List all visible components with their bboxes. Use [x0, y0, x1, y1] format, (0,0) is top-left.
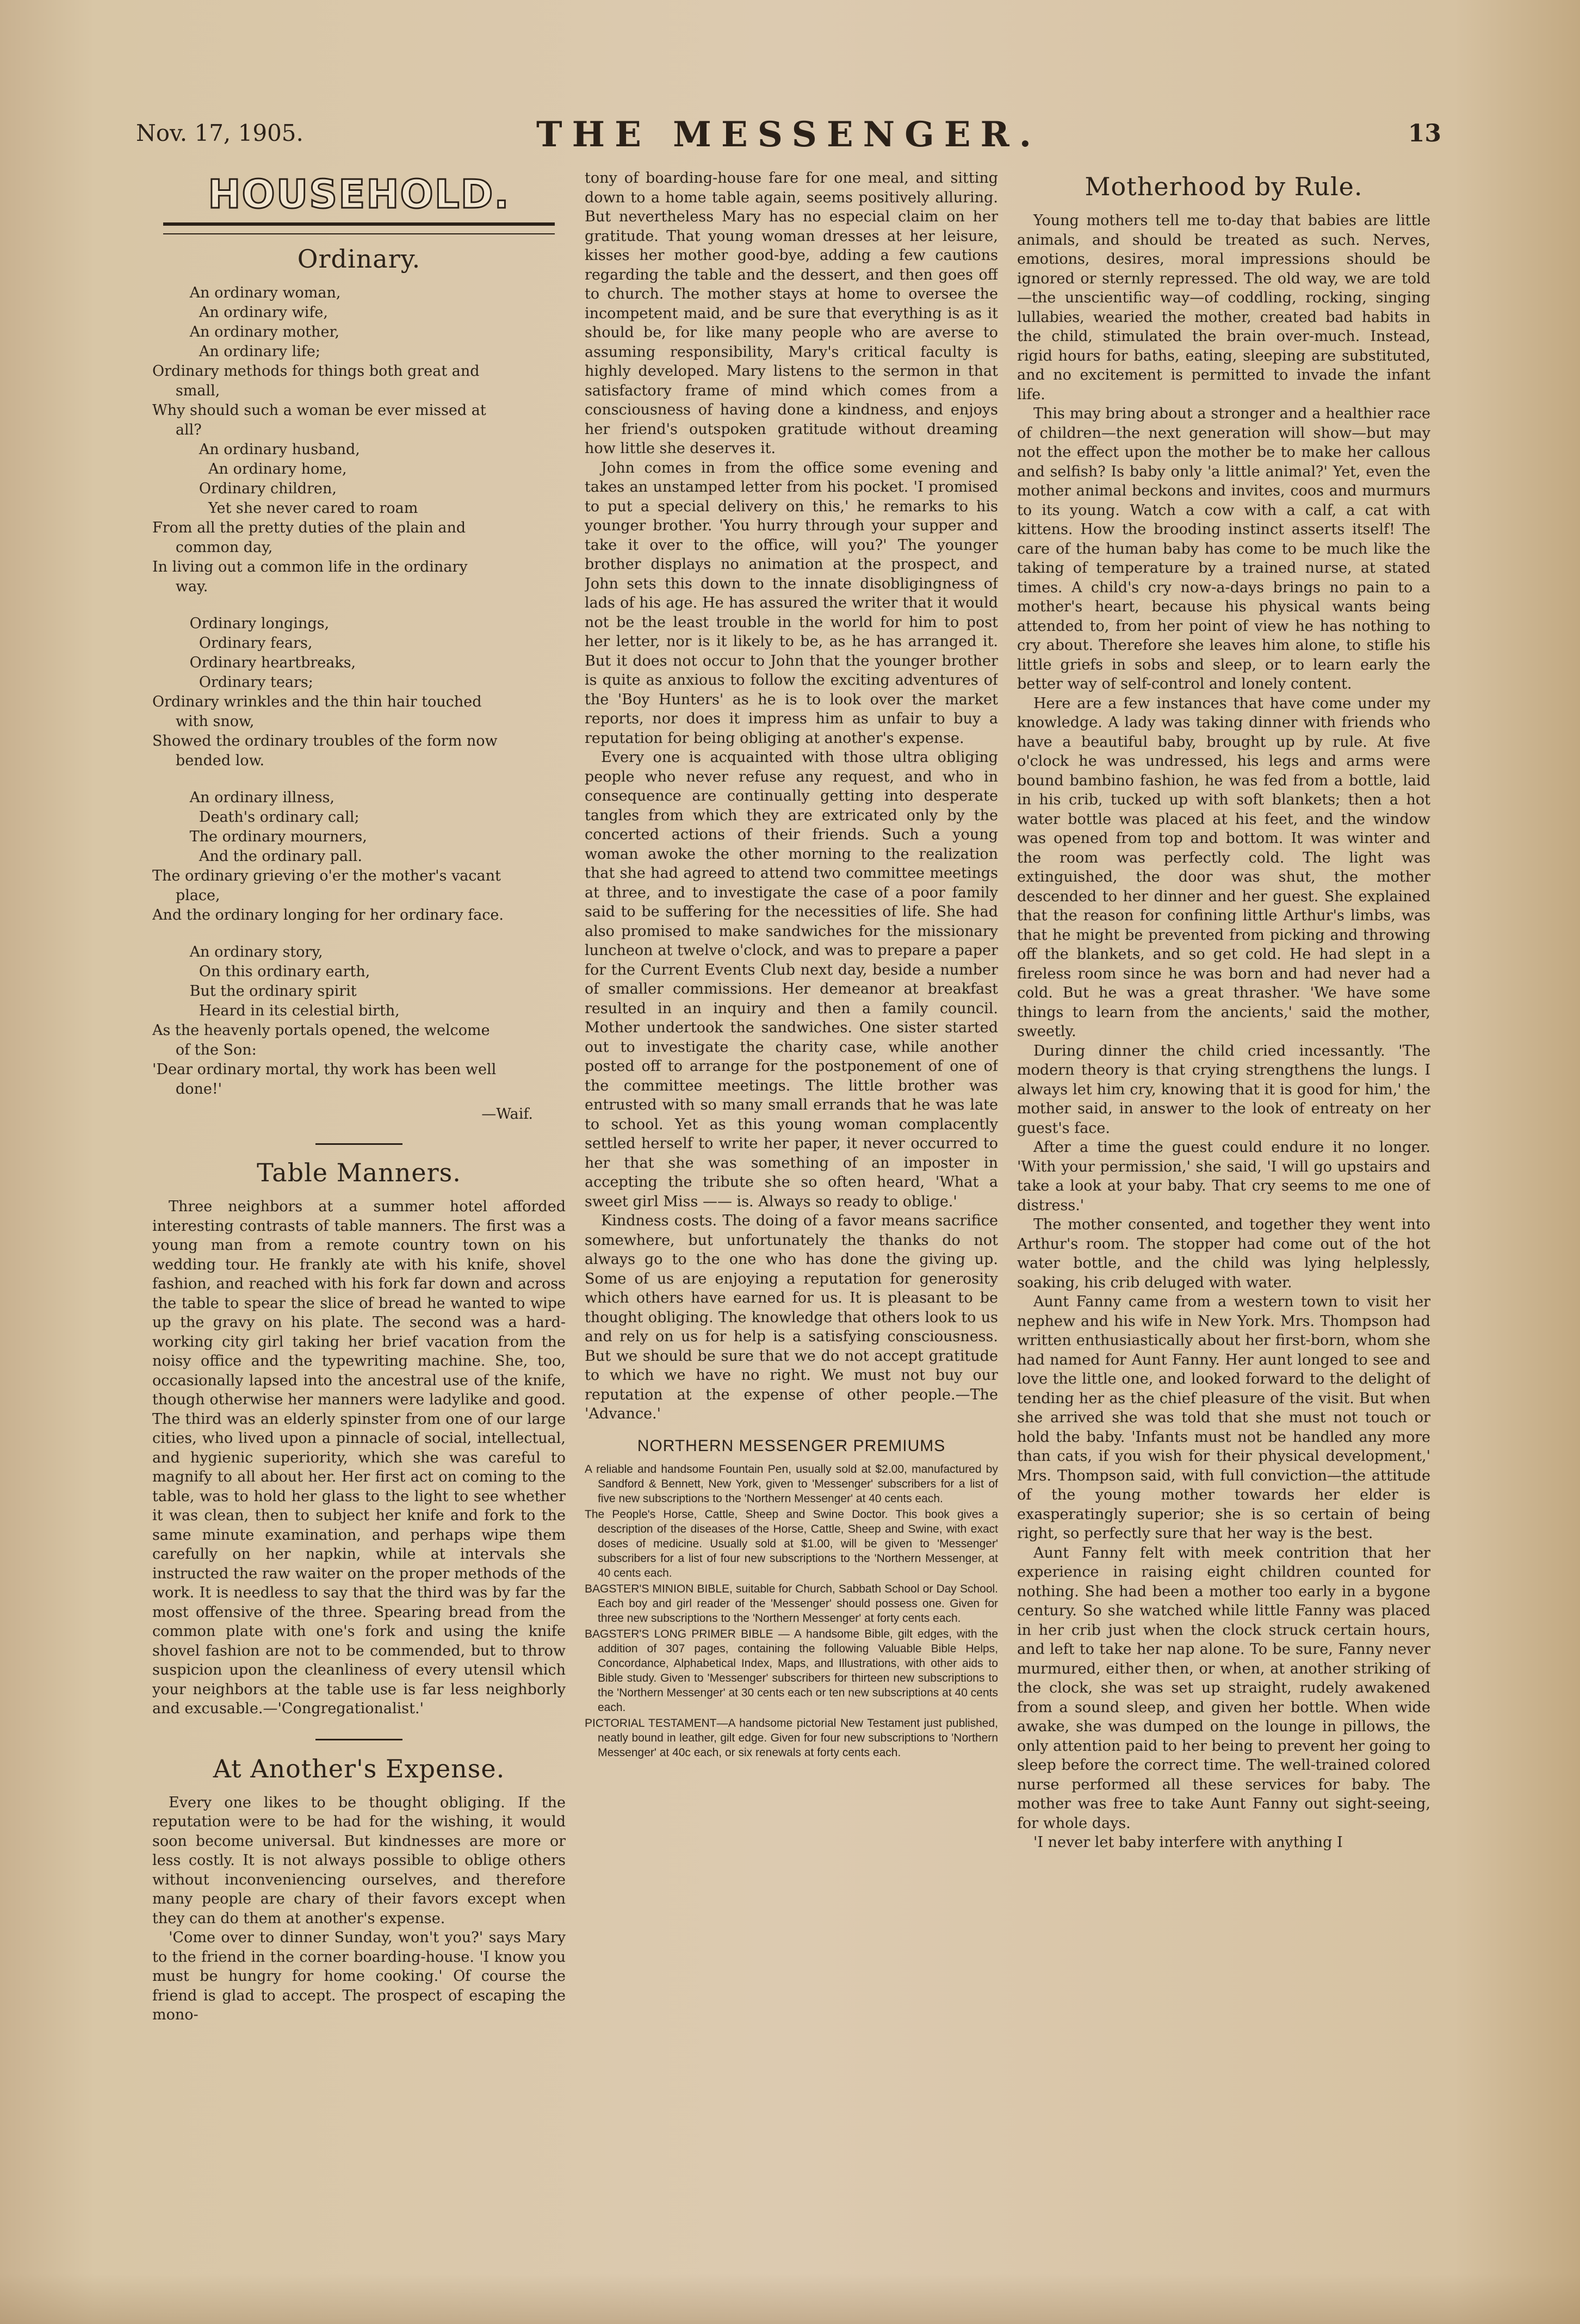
premium-item: PICTORIAL TESTAMENT—A handsome pictorial New Testament just published, neatly bound in leather, gilt edge. Given for four new subscriptions to 'Northern Messenger' at 40c each, or six renewals at forty cents each.: [585, 1716, 998, 1759]
premiums-heading: NORTHERN MESSENGER PREMIUMS: [637, 1436, 946, 1455]
section-heading: HOUSEHOLD.: [208, 171, 510, 217]
premium-item: The People's Horse, Cattle, Sheep and Swine Doctor. This book gives a description of the diseases of the Horse, Cattle, Sheep and Swine, with exact doses of medicine. Usually sold at $1.00, will be given to 'Messenger' subscribers for a list of four new subscriptions to the 'Northern Messenger, at 40 cents each.: [585, 1508, 998, 1579]
poem-line: The ordinary mourners,: [152, 828, 367, 845]
paragraph: Aunt Fanny felt with meek contrition that her experience in raising eight children counted for nothing. She had been a mother too early in a bygone century. So she watched while little Fanny was placed in her crib just when the clock struck certain hours, and left to take her nap alone. To be sure, Fanny never murmured, either then, or when, at another striking of the clock, she was set up straight, rudely awakened from a sound sleep, and given her bottle. When wide awake, she was dumped on the lounge in pillows, the only attention paid to her being to prevent her going to sleep before the correct time. The well-trained colored nurse performed all these services for baby. The mother was free to take Aunt Fanny out sight-seeing, for whole days.: [1017, 1544, 1430, 1832]
masthead-title: THE MESSENGER.: [536, 114, 1041, 155]
page-number: 13: [1408, 120, 1441, 147]
poem-line: Ordinary wrinkles and the thin hair touched: [152, 693, 482, 710]
article-title: At Another's Expense.: [213, 1753, 505, 1783]
article-body: [585, 169, 998, 1424]
paragraph: Kindness costs. The doing of a favor means sacrifice somewhere, but unfortunately the thanks do not always go to the one who has done the giving up. Some of us are enjoying a reputation for generosity which others have earned for us. It is pleasant to be thought obliging. The knowledge that others look to us and rely on us for help is a satisfying consciousness. But we should be sure that we do not accept gratitude to which we have no right. We must not buy our reputation at the expense of other people.—The 'Advance.': [585, 1212, 998, 1422]
poem-line: Ordinary longings,: [152, 615, 330, 632]
poem-stanza: [152, 943, 566, 1099]
paragraph: Every one likes to be thought obliging. If the reputation were to be had for the wishing, it would soon become universal. But kindnesses are more or less costly. It is not always possible to oblige others without inconveniencing ourselves, and therefore many people are chary of their favors except when they can do them at another's expense.: [152, 1794, 566, 1927]
poem-line: Ordinary fears,: [152, 635, 313, 652]
poem-line: An ordinary illness,: [152, 789, 335, 806]
poem-line: An ordinary story,: [152, 944, 323, 960]
poem-stanza: [152, 788, 566, 925]
poem-line: Yet she never cared to roam: [152, 500, 418, 517]
paragraph: Every one is acquainted with those ultra obliging people who never refuse any request, and who in consequence are continually getting into desperate tangles from which they are extricated only by the concerted actions of their friends. Such a young woman awoke the other morning to the realization that she had agreed to attend two committee meetings at three, and to investigate the case of a poor family said to be suffering for the necessities of life. She had also promised to make sandwiches for the missionary luncheon at twelve o'clock, and was to prepare a paper for the Current Events Club next day, beside a number of smaller commissions. Her demeanor at breakfast resulted in an inquiry and then a family council. Mother undertook the sandwiches. One sister started out to investigate the charity case, while another posted off to arrange for the postponement of one of the committee meetings. The little brother was entrusted with so many small errands that he was late to school. Yet as this young woman complacently settled herself to write her paper, it never occurred to her that she was something of an imposter in accepting the tribute she so often heard, 'What a sweet girl Miss —— is. Always so ready to oblige.': [585, 749, 998, 1210]
paragraph: John comes in from the office some evening and takes an unstamped letter from his pocket. 'I promised to put a special delivery on this,' he remarks to his younger brother. 'You hurry through your supper and take it over to the office, will you?' The younger brother displays no animation at the prospect, and John sets this down to the innate disobligingness of lads of his age. He has assured the writer that it would not be the least trouble in the world for him to post her letter, nor is it likely to be, as he has arranged it. But it does not occur to John that the younger brother is quite as anxious to follow the exciting adventures of the 'Boy Hunters' as he is to look over the market reports, nor does it impress him as unfair to buy a reputation for being obliging at another's expense.: [585, 459, 998, 747]
paragraph: The mother consented, and together they went into Arthur's room. The stopper had come out of the hot water bottle, and the child was lying helplessly, soaking, his crib deluged with water.: [1017, 1216, 1430, 1291]
paragraph: During dinner the child cried incessantly. 'The modern theory is that crying strengthens the lungs. I always let him cry, knowing that it is good for him,' the mother said, in answer to the look of entreaty on her guest's face.: [1017, 1042, 1430, 1137]
paragraph: This may bring about a stronger and a healthier race of children—the next generation will show—but may not the effect upon the mother be to make her callous and selfish? Is baby only 'a little animal?' Yet, even the mother animal beckons and invites, coos and murmurs to its young. Watch a cow with a calf, a cat with kittens. How the brooding instinct asserts itself! The care of the human baby has come to be much like the taking of temperature by a trained nurse, at stated times. A child's cry now-a-days brings no pain to a mother's heart, because his physical wants being attended to, from her point of view he has nothing to cry about. Therefore she leaves him alone, to stifle his little griefs in sobs and sleep, or to learn early the better way of self-control and lonely content.: [1017, 405, 1430, 692]
poem-line: small,: [152, 382, 220, 399]
poem-line: An ordinary woman,: [152, 284, 341, 301]
poem-line: From all the pretty duties of the plain and: [152, 519, 466, 536]
poem-stanza: [152, 283, 566, 597]
poem-title: Ordinary.: [297, 244, 421, 274]
poem-line: And the ordinary pall.: [152, 848, 362, 865]
poem-line: An ordinary home,: [152, 461, 347, 478]
poem-line: But the ordinary spirit: [152, 983, 357, 1000]
paragraph: Here are a few instances that have come under my knowledge. A lady was taking dinner with friends who have a beautiful baby, brought up by rule. At five o'clock he was undressed, his legs and arms were bound bambino fashion, he was fed from a bottle, laid in his crib, tucked up with soft blankets; then a hot water bottle was placed at his feet, and the window was opened from top and bottom. It was winter and the room was perfectly cold. The light was extinguished, the door was shut, the mother descended to her dinner and her guest. She explained that the reason for confining little Arthur's limbs, was that he might be prevented from picking and throwing off the blankets, and so get cold. He had slept in a fireless room since he was born and had never had a cold. But he was a great thrasher. 'We have some things to learn from the ancients,' said the mother, sweetly.: [1017, 695, 1430, 1040]
poem: [152, 283, 566, 1099]
article-body: [152, 1197, 566, 1719]
poem-line: An ordinary mother,: [152, 324, 340, 340]
column-1: [152, 169, 566, 2224]
paragraph: 'Come over to dinner Sunday, won't you?' says Mary to the friend in the corner boarding-house. 'I know you must be hungry for home cooking.' Of course the friend is glad to accept. The prospect of escaping the mono-: [152, 1929, 566, 2023]
poem-line: As the heavenly portals opened, the welcome: [152, 1022, 490, 1039]
premium-item: A reliable and handsome Fountain Pen, usually sold at $2.00, manufactured by Sandford & Bennett, New York, given to 'Messenger' subscribers for a list of five new subscriptions to the 'Northern Messenger' at 40 cents each.: [585, 1462, 998, 1505]
article-body: [152, 1793, 566, 2025]
premium-item: BAGSTER'S LONG PRIMER BIBLE — A handsome Bible, gilt edges, with the addition of 307 pages, containing the following Valuable Bible Helps, Concordance, Alphabetical Index, Maps, and Illustrations, with other aids to Bible study. Given to 'Messenger' subscribers for thirteen new subscriptions to the 'Northern Messenger' at 30 cents each or ten new subscriptions at 40 cents each.: [585, 1627, 998, 1714]
poem-line: Heard in its celestial birth,: [152, 1002, 400, 1019]
poem-line: Ordinary methods for things both great and: [152, 363, 480, 380]
column-3: [1017, 169, 1430, 2246]
premiums-list: [585, 1462, 998, 1760]
poem-line: 'Dear ordinary mortal, thy work has been well: [152, 1061, 497, 1078]
poem-line: And the ordinary longing for her ordinary face.: [152, 907, 504, 924]
article-body: [1017, 211, 1430, 1852]
page-header: [136, 114, 1441, 158]
poem-line: An ordinary wife,: [152, 304, 328, 321]
paragraph: Aunt Fanny came from a western town to visit her nephew and his wife in New York. Mrs. Thompson had written enthusiastically about her first-born, whom she had named for Aunt Fanny. Her aunt longed to see and love the little one, and looked forward to the delight of tending her as the chief pleasure of the visit. But when she arrived she was told that she must not touch or hold the baby. 'Infants must not be handled any more than cats, if you wish for their physical development,' Mrs. Thompson said, with full conviction—the attitude of the young mother towards her elder is exasperatingly superior; she is so certain of being right, so perfectly sure that her way is the best.: [1017, 1293, 1430, 1542]
poem-stanza: [152, 614, 566, 771]
poem-line: Showed the ordinary troubles of the form now: [152, 733, 498, 749]
paragraph: tony of boarding-house fare for one meal, and sitting down to a home table again, seems positively alluring. But nevertheless Mary has no especial claim on her gratitude. That young woman dresses at her leisure, kisses her mother good-bye, adding a few cautions regarding the table and the dessert, and then goes off to church. The mother stays at home to oversee the incompetent maid, and be sure that everything is as it should be, for like many people who are averse to assuming responsibility, Mary's critical faculty is highly developed. Mary listens to the sermon in that satisfactory frame of mind which comes from a consciousness of having done a kindness, and enjoys her friend's outspoken gratitude without dreaming how little she deserves it.: [585, 170, 998, 457]
article-divider: [152, 1733, 566, 1746]
poem-line: Ordinary children,: [152, 480, 337, 497]
poem-line: Ordinary tears;: [152, 674, 313, 691]
poem-line: way.: [152, 578, 208, 595]
poem-line: done!': [152, 1081, 222, 1098]
poem-line: of the Son:: [152, 1042, 257, 1058]
poem-line: all?: [152, 422, 202, 438]
page-edge-shadow: [0, 2273, 1580, 2324]
paragraph: Young mothers tell me to-day that babies are little animals, and should be treated as such. Nerves, emotions, desires, moral impressions should be ignored or sternly repressed. The old way, we are told—the unscientific way—of coddling, rocking, singing lullabies, wearied the mother, created bad habits in the child, stimulated the brain over-much. Instead, rigid hours for baths, eating, sleeping are substituted, and no excitement is permitted to invade the infant life.: [1017, 212, 1430, 403]
paragraph: 'I never let baby interfere with anything I: [1033, 1834, 1343, 1851]
article-title: Motherhood by Rule.: [1085, 172, 1363, 201]
article-title: Table Manners.: [257, 1158, 461, 1187]
paragraph: After a time the guest could endure it no longer. 'With your permission,' she said, 'I will go upstairs and take a look at your baby. That cry seems to me one of distress.': [1017, 1139, 1430, 1214]
poem-line: Why should such a woman be ever missed at: [152, 402, 486, 419]
poem-attribution: —Waif.: [481, 1106, 533, 1123]
poem-line: The ordinary grieving o'er the mother's vacant: [152, 867, 501, 884]
poem-line: In living out a common life in the ordinary: [152, 559, 468, 575]
section-rule: [163, 222, 555, 234]
poem-line: On this ordinary earth,: [152, 963, 370, 980]
poem-line: An ordinary husband,: [152, 441, 360, 458]
poem-line: An ordinary life;: [152, 343, 320, 360]
issue-date: Nov. 17, 1905.: [136, 120, 303, 146]
poem-line: bended low.: [152, 752, 265, 769]
poem-line: common day,: [152, 539, 273, 556]
premium-item: BAGSTER'S MINION BIBLE, suitable for Church, Sabbath School or Day School. Each boy and girl reader of the 'Messenger' should possess one. Given for three new subscriptions to the 'Northern Messenger' at forty cents each.: [585, 1582, 998, 1625]
paragraph: Three neighbors at a summer hotel afforded interesting contrasts of table manners. The first was a young man from a remote country town on his wedding tour. He frankly ate with his knife, shovel fashion, and reached with his fork far down and across the table to spear the slice of bread he wanted to wipe up the gravy on his plate. The second was a hard-working city girl taking her brief vacation from the noisy office and the typewriting machine. She, too, occasionally lapsed into the ancestral use of the knife, though otherwise her manners were ladylike and good. The third was an elderly spinster from one of our large cities, who lived upon a pinnacle of social, intellectual, and hygienic superiority, which she was careful to magnify to all about her. Her first act on coming to the table, was to hold her glass to the light to see whether it was clean, then to subject her knife and fork to the same minute examination, and perhaps wipe them carefully on her napkin, while at intervals she instructed the raw waiter on the proper methods of the work. It is needless to say that the third was by far the most offensive of the three. Spearing bread from the common plate with one's fork and using the knife shovel fashion are not to be commended, but to throw suspicion upon the cleanliness of every utensil which your neighbors at the table use is far less neighborly and excusable.—'Congregationalist.': [152, 1198, 566, 1717]
poem-line: Ordinary heartbreaks,: [152, 654, 356, 671]
poem-line: place,: [152, 887, 220, 904]
poem-line: with snow,: [152, 713, 255, 730]
article-divider: [152, 1137, 566, 1150]
column-2: [585, 169, 998, 2246]
poem-line: Death's ordinary call;: [152, 809, 360, 826]
